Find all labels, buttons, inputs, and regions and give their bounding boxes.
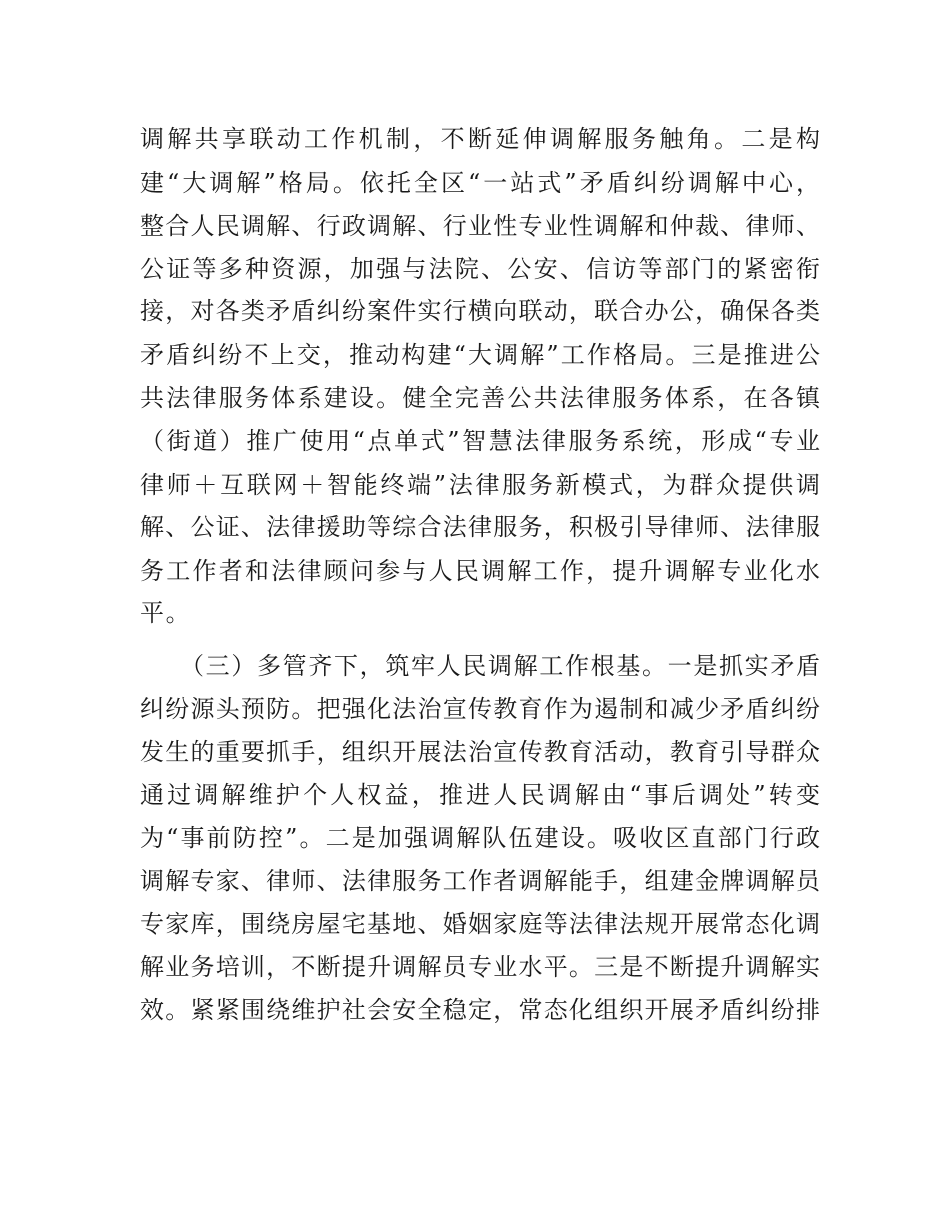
- paragraph-line: 纠纷源头预防。把强化法治宣传教育作为遏制和减少矛盾纠纷: [140, 695, 820, 723]
- paragraph-line: 通过调解维护个人权益，推进人民调解由“事后调处”转变: [140, 781, 820, 809]
- paragraph-line: 矛盾纠纷不上交，推动构建“大调解”工作格局。三是推进公: [140, 341, 820, 369]
- paragraph-line: 建“大调解”格局。依托全区“一站式”矛盾纠纷调解中心，: [140, 169, 820, 197]
- paragraph-line: 解、公证、法律援助等综合法律服务，积极引导律师、法律服: [140, 513, 820, 541]
- paragraph-line: 调解共享联动工作机制，不断延伸调解服务触角。二是构: [140, 125, 820, 153]
- paragraph-line: 效。紧紧围绕维护社会安全稳定，常态化组织开展矛盾纠纷排: [140, 996, 820, 1024]
- document-body: [140, 0, 820, 1230]
- paragraph-line: （三）多管齐下，筑牢人民调解工作根基。一是抓实矛盾: [180, 652, 820, 680]
- paragraph-line: 调解专家、律师、法律服务工作者调解能手，组建金牌调解员: [140, 867, 820, 895]
- paragraph-line: 接，对各类矛盾纠纷案件实行横向联动，联合办公，确保各类: [140, 297, 820, 325]
- paragraph-line: 为“事前防控”。二是加强调解队伍建设。吸收区直部门行政: [140, 824, 820, 852]
- paragraph-line: 解业务培训，不断提升调解员专业水平。三是不断提升调解实: [140, 953, 820, 981]
- paragraph-line: 务工作者和法律顾问参与人民调解工作，提升调解专业化水: [140, 557, 820, 585]
- paragraph-line: 整合人民调解、行政调解、行业性专业性调解和仲裁、律师、: [140, 212, 820, 240]
- paragraph-line: 公证等多种资源，加强与法院、公安、信访等部门的紧密衔: [140, 255, 820, 283]
- paragraph-line: 共法律服务体系建设。健全完善公共法律服务体系，在各镇: [140, 384, 820, 412]
- paragraph-line: 平。: [140, 599, 192, 627]
- paragraph-line: （街道）推广使用“点单式”智慧法律服务系统，形成“专业: [140, 427, 820, 455]
- paragraph-line: 律师＋互联网＋智能终端”法律服务新模式，为群众提供调: [140, 471, 820, 499]
- paragraph-line: 发生的重要抓手，组织开展法治宣传教育活动，教育引导群众: [140, 738, 820, 766]
- paragraph-line: 专家库，围绕房屋宅基地、婚姻家庭等法律法规开展常态化调: [140, 910, 820, 938]
